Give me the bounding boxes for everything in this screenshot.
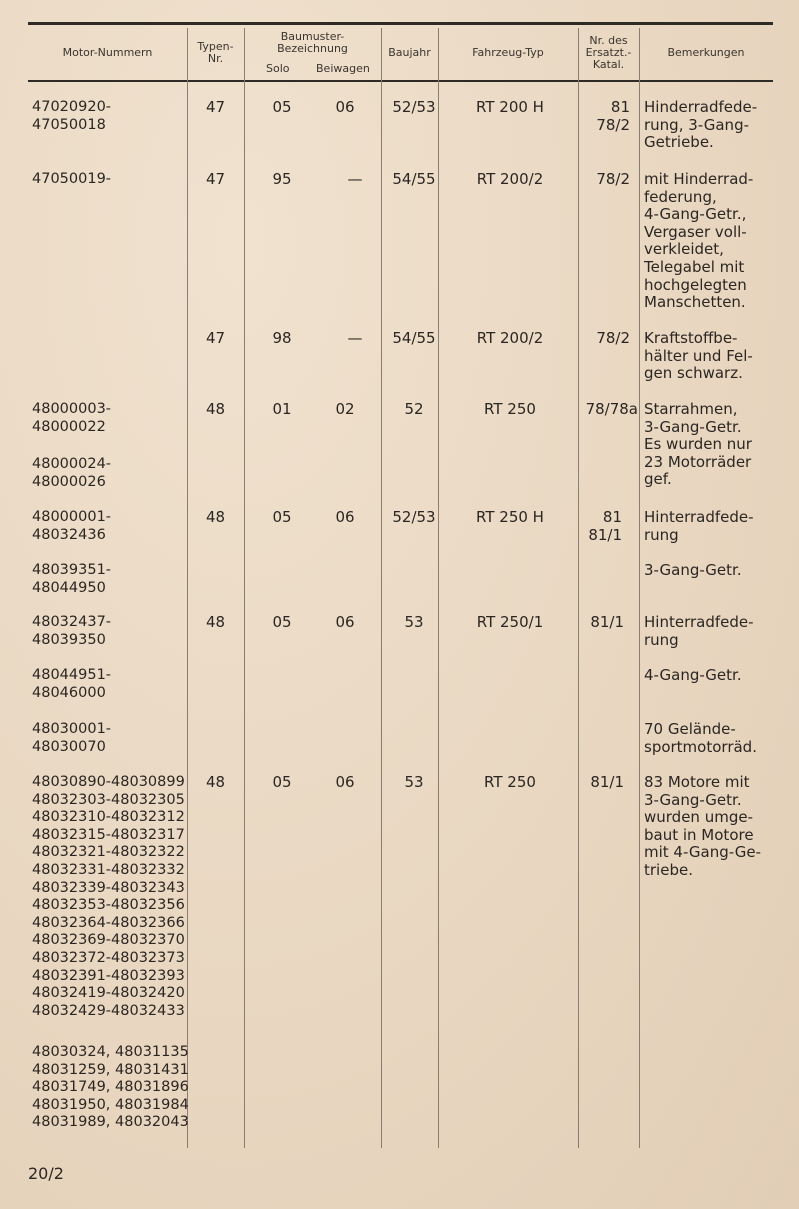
- motor-numbers: 47050019-: [32, 171, 112, 187]
- header-label: Fahrzeug-Typ: [472, 46, 544, 59]
- top-rule: [28, 22, 773, 25]
- bemerkung: Hinterradfede- rung: [644, 613, 754, 649]
- katalog-nr: 81/1: [590, 613, 624, 631]
- col-header-ersatzteilkatalog: [578, 28, 639, 78]
- header-rule: [28, 80, 773, 82]
- fahrzeug-typ: RT 200/2: [476, 329, 544, 347]
- motor-numbers: 48030001- 48030070: [32, 721, 112, 755]
- column-divider: [187, 28, 188, 1148]
- katalog-nr: 78/78a: [585, 400, 638, 418]
- bemerkung: Kraftstoffbe- hälter und Fel- gen schwarz.: [644, 329, 753, 383]
- motor-numbers: 48030324, 48031135 48031259, 48031431 48031749, 48031896 48031950, 48031984 48031989, 48032043: [32, 1044, 189, 1131]
- col-header-motor-nummern: [28, 28, 187, 78]
- col-header-bemerkungen: [639, 28, 773, 78]
- beiwagen-code: 06: [335, 98, 355, 116]
- typen-nr: 48: [205, 773, 226, 791]
- solo-code: 98: [272, 329, 292, 347]
- beiwagen-code: —: [347, 329, 363, 347]
- fahrzeug-typ: RT 250/1: [476, 613, 544, 631]
- solo-code: 01: [272, 400, 292, 418]
- motor-numbers: 48000003- 48000022: [32, 401, 112, 435]
- column-divider: [381, 28, 382, 1148]
- baujahr: 52/53: [392, 508, 436, 526]
- katalog-nr: 81/1: [590, 773, 624, 791]
- header-label: Baumuster-: [280, 30, 345, 43]
- motor-numbers: 47020920- 47050018: [32, 99, 112, 133]
- motor-numbers: 48032437- 48039350: [32, 614, 112, 648]
- col-header-baujahr: [381, 28, 438, 78]
- header-label: Baujahr: [388, 46, 431, 59]
- fahrzeug-typ: RT 200/2: [476, 170, 544, 188]
- header-label: Nr.: [207, 52, 224, 65]
- bemerkung: 83 Motore mit 3-Gang-Getr. wurden umge- baut in Motore mit 4-Gang-Ge- triebe.: [644, 773, 762, 879]
- header-label: Typen-: [197, 40, 234, 53]
- bemerkung: Starrahmen, 3-Gang-Getr. Es wurden nur 23 Motorräder gef.: [644, 400, 752, 489]
- baujahr: 52: [404, 400, 424, 418]
- katalog-nr: 78/2: [596, 329, 630, 347]
- header-label: Motor-Nummern: [62, 46, 153, 59]
- beiwagen-code: 06: [335, 508, 355, 526]
- motor-numbers: 48039351- 48044950: [32, 562, 112, 596]
- bemerkung: 70 Gelände- sportmotorräd.: [644, 720, 757, 756]
- katalog-nr: 78/2: [596, 170, 630, 188]
- motor-numbers: 48044951- 48046000: [32, 667, 112, 701]
- bemerkung: 3-Gang-Getr.: [644, 561, 742, 579]
- bemerkung: 4-Gang-Getr.: [644, 666, 742, 684]
- header-label: Katal.: [592, 58, 625, 71]
- col-header-baumuster: [244, 28, 381, 58]
- fahrzeug-typ: RT 250: [484, 773, 536, 791]
- typen-nr: 48: [205, 400, 226, 418]
- fahrzeug-typ: RT 250 H: [476, 508, 544, 526]
- baujahr: 53: [404, 613, 424, 631]
- bemerkung: mit Hinderrad- federung, 4-Gang-Getr., Vergaser voll- verkleidet, Telegabel mit hochgelegten Manschetten.: [644, 170, 754, 312]
- beiwagen-code: 06: [335, 773, 355, 791]
- typen-nr: 47: [205, 170, 226, 188]
- header-label: Bemerkungen: [667, 46, 745, 59]
- solo-code: 05: [272, 613, 292, 631]
- katalog-nr: 81 81/1: [588, 508, 622, 544]
- fahrzeug-typ: RT 200 H: [476, 98, 544, 116]
- solo-code: 95: [272, 170, 292, 188]
- katalog-nr: 81 78/2: [596, 98, 630, 134]
- header-label: Nr. des: [589, 34, 628, 47]
- solo-code: 05: [272, 773, 292, 791]
- bemerkung: Hinterradfede- rung: [644, 508, 754, 544]
- baujahr: 53: [404, 773, 424, 791]
- beiwagen-code: 02: [335, 400, 355, 418]
- baujahr: 54/55: [392, 170, 436, 188]
- beiwagen-code: 06: [335, 613, 355, 631]
- motor-numbers: 48030890-48030899 48032303-48032305 48032310-48032312 48032315-48032317 48032321-48032322 48032331-48032332 48032339-48032343 48032353-48032356 48032364-48032366 48032369-48032370 48032372-48032373 48032391-48032393 48032419-48032420 48032429-48032433: [32, 774, 185, 1019]
- solo-code: 05: [272, 508, 292, 526]
- typen-nr: 48: [205, 613, 226, 631]
- column-divider: [244, 28, 245, 1148]
- motor-numbers: 48000001- 48032436: [32, 509, 112, 543]
- motor-numbers: 48000024- 48000026: [32, 456, 112, 490]
- header-label: Bezeichnung: [277, 42, 348, 55]
- typen-nr: 48: [205, 508, 226, 526]
- col-header-fahrzeug-typ: [438, 28, 578, 78]
- header-label: Ersatzt.-: [585, 46, 632, 59]
- beiwagen-code: —: [347, 170, 363, 188]
- col-header-typen-nr: [187, 28, 244, 78]
- column-divider: [578, 28, 579, 1148]
- page-number: 20/2: [28, 1164, 64, 1183]
- solo-code: 05: [272, 98, 292, 116]
- baujahr: 54/55: [392, 329, 436, 347]
- baujahr: 52/53: [392, 98, 436, 116]
- col-header-beiwagen: Beiwagen: [316, 62, 370, 75]
- col-header-solo: Solo: [266, 62, 290, 75]
- fahrzeug-typ: RT 250: [484, 400, 536, 418]
- column-divider: [639, 28, 640, 1148]
- typen-nr: 47: [205, 329, 226, 347]
- bemerkung: Hinderradfede- rung, 3-Gang- Getriebe.: [644, 98, 758, 152]
- typen-nr: 47: [205, 98, 226, 116]
- column-divider: [438, 28, 439, 1148]
